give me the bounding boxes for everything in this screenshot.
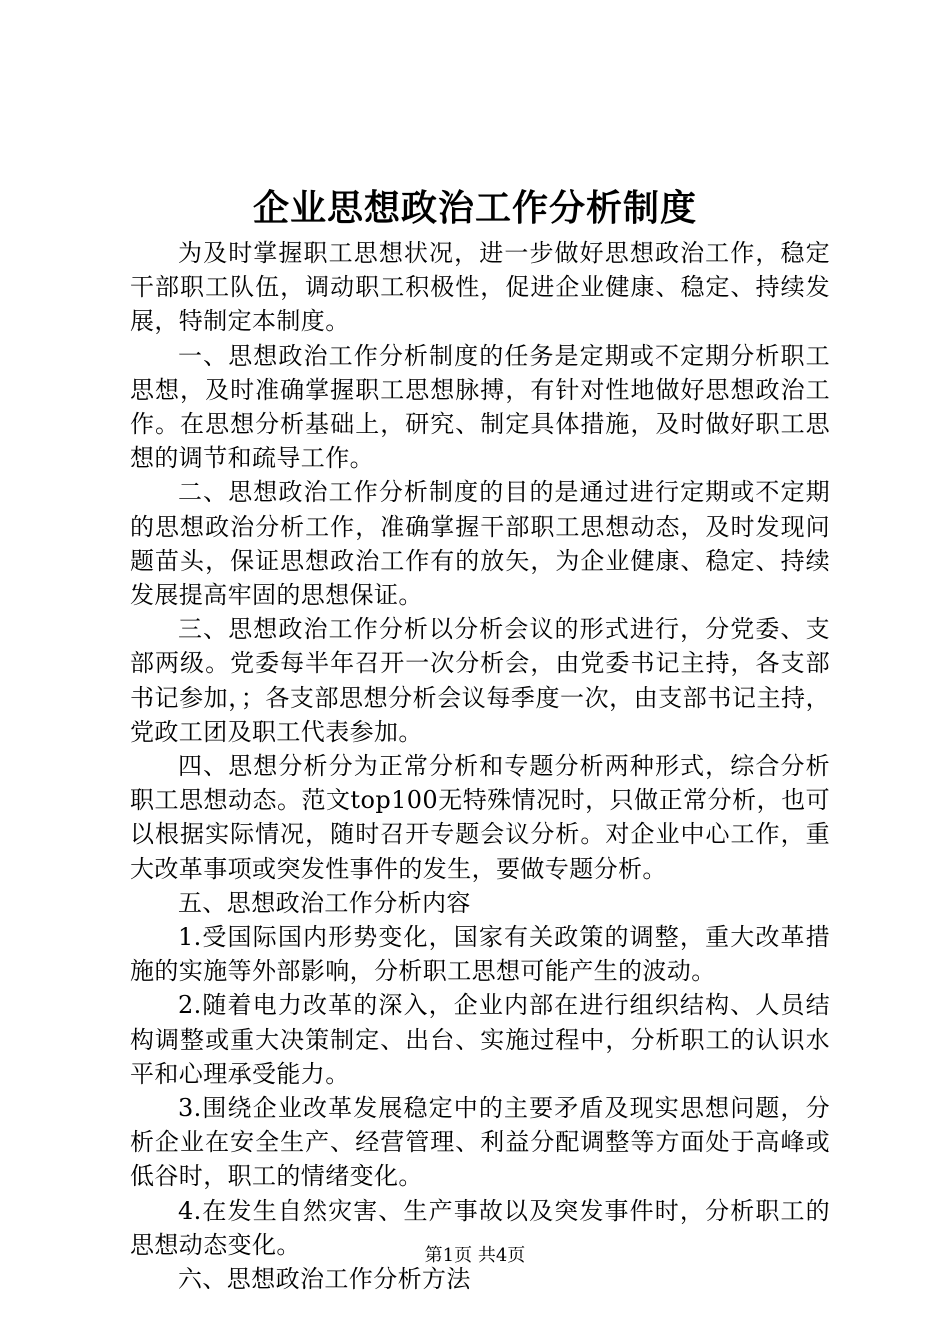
- section-3-paragraph: 三、思想政治工作分析以分析会议的形式进行，分党委、支部两级。党委每半年召开一次分析会，由党委书记主持，各支部书记参加，；各支部思想分析会议每季度一次，由支部书记主持，党政工团及职工代表参加。: [130, 615, 830, 746]
- section-5-item-1: 1.受国际国内形势变化，国家有关政策的调整，重大改革措施的实施等外部影响，分析职工思想可能产生的波动。: [130, 923, 830, 986]
- intro-paragraph: 为及时掌握职工思想状况，进一步做好思想政治工作，稳定干部职工队伍，调动职工积极性，促进企业健康、稳定、持续发展，特制定本制度。: [130, 239, 830, 336]
- section-6-heading: 六、思想政治工作分析方法: [178, 1265, 471, 1294]
- page-number-footer: 第1页 共4页: [424, 1245, 526, 1266]
- section-5-heading: 五、思想政治工作分析内容: [178, 888, 471, 917]
- document-body: [130, 236, 830, 1296]
- document-title: 企业思想政治工作分析制度: [252, 187, 697, 229]
- section-5-item-4: 4.在发生自然灾害、生产事故以及突发事件时，分析职工的思想动态变化。: [130, 1196, 830, 1259]
- section-5-item-3: 3.围绕企业改革发展稳定中的主要矛盾及现实思想问题，分析企业在安全生产、经营管理、利益分配调整等方面处于高峰或低谷时，职工的情绪变化。: [130, 1094, 830, 1191]
- section-4-paragraph: 四、思想分析分为正常分析和专题分析两种形式，综合分析职工思想动态。范文top100无特殊情况时，只做正常分析，也可以根据实际情况，随时召开专题会议分析。对企业中心工作，重大改革事项或突发性事件的发生，要做专题分析。: [130, 752, 830, 883]
- section-1-paragraph: 一、思想政治工作分析制度的任务是定期或不定期分析职工思想，及时准确掌握职工思想脉搏，有针对性地做好思想政治工作。在思想分析基础上，研究、制定具体措施，及时做好职工思想的调节和疏导工作。: [130, 341, 830, 473]
- section-2-paragraph: 二、思想政治工作分析制度的目的是通过进行定期或不定期的思想政治分析工作，准确掌握干部职工思想动态，及时发现问题苗头，保证思想政治工作有的放矢，为企业健康、稳定、持续发展提高牢固的思想保证。: [130, 478, 830, 610]
- section-5-item-2: 2.随着电力改革的深入，企业内部在进行组织结构、人员结构调整或重大决策制定、出台、实施过程中，分析职工的认识水平和心理承受能力。: [130, 991, 830, 1088]
